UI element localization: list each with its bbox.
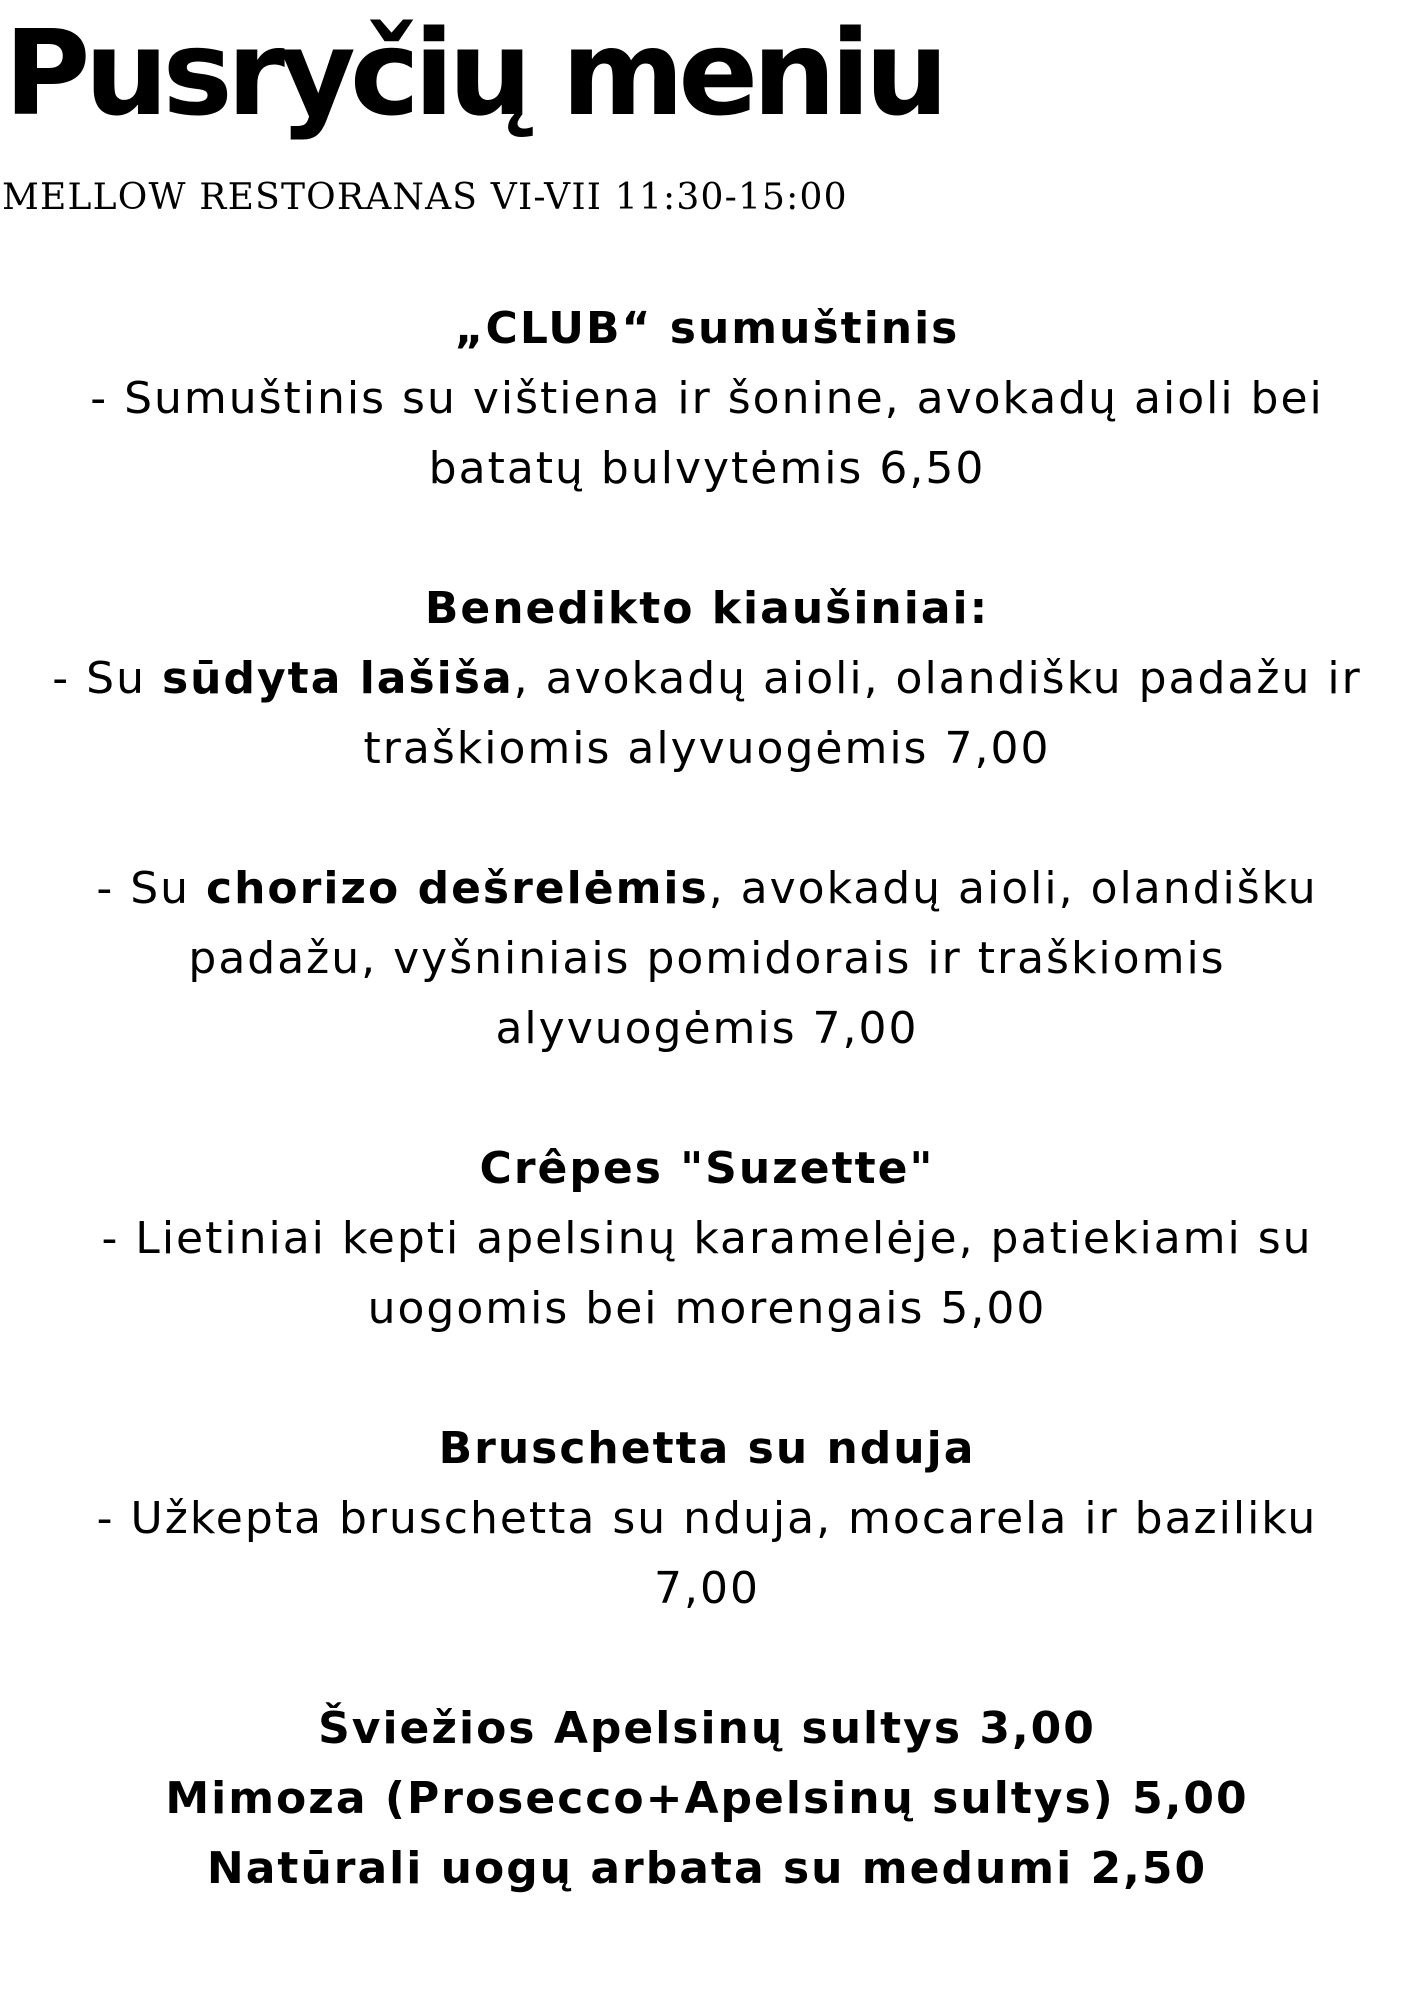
menu-item-club bbox=[0, 294, 1414, 504]
drink-item: Natūrali uogų arbata su medumi 2,50 bbox=[206, 1843, 1208, 1894]
menu-item-benedict bbox=[0, 574, 1414, 1064]
item-description-price: batatų bulvytėmis 6,50 bbox=[428, 443, 986, 494]
spacer bbox=[0, 1624, 1414, 1694]
item-price: 7,00 bbox=[654, 1563, 760, 1614]
variant-prefix: - Su bbox=[96, 863, 206, 914]
item-name: „CLUB“ sumuštinis bbox=[454, 303, 960, 354]
variant-highlight: chorizo dešrelėmis bbox=[206, 863, 709, 914]
spacer bbox=[0, 1344, 1414, 1414]
item-name: Crêpes "Suzette" bbox=[479, 1143, 935, 1194]
variant-salmon-line bbox=[0, 644, 1414, 714]
drinks-list bbox=[0, 1694, 1414, 1904]
item-description: - Lietiniai kepti apelsinų karamelėje, patiekiami su bbox=[101, 1213, 1313, 1264]
variant-salmon-price-line: traškiomis alyvuogėmis 7,00 bbox=[363, 723, 1051, 774]
variant-rest: , avokadų aioli, olandišku padažu ir bbox=[513, 653, 1362, 704]
menu-list bbox=[0, 294, 1414, 1904]
item-name: Benedikto kiaušiniai: bbox=[424, 583, 990, 634]
variant-chorizo-price-line: alyvuogėmis 7,00 bbox=[495, 1003, 919, 1054]
spacer bbox=[0, 784, 1414, 854]
menu-item-crepes bbox=[0, 1134, 1414, 1344]
spacer bbox=[0, 504, 1414, 574]
variant-chorizo-line bbox=[0, 854, 1414, 924]
variant-prefix: - Su bbox=[52, 653, 162, 704]
drink-item: Mimoza (Prosecco+Apelsinų sultys) 5,00 bbox=[165, 1773, 1249, 1824]
menu-item-bruschetta bbox=[0, 1414, 1414, 1624]
page-title: Pusryčių meniu bbox=[4, 4, 943, 142]
variant-chorizo-line-2: padažu, vyšniniais pomidorais ir traškiomis bbox=[188, 933, 1226, 984]
item-description: - Sumuštinis su vištiena ir šonine, avokadų aioli bei bbox=[90, 373, 1324, 424]
item-name: Bruschetta su nduja bbox=[438, 1423, 976, 1474]
item-description-price: uogomis bei morengais 5,00 bbox=[367, 1283, 1047, 1334]
restaurant-hours: MELLOW RESTORANAS VI-VII 11:30-15:00 bbox=[2, 177, 848, 218]
item-description: - Užkepta bruschetta su nduja, mocarela ir baziliku bbox=[96, 1493, 1318, 1544]
drink-item: Šviežios Apelsinų sultys 3,00 bbox=[318, 1703, 1096, 1754]
spacer bbox=[0, 1064, 1414, 1134]
variant-highlight: sūdyta lašiša bbox=[161, 653, 514, 704]
variant-rest: , avokadų aioli, olandišku bbox=[708, 863, 1318, 914]
